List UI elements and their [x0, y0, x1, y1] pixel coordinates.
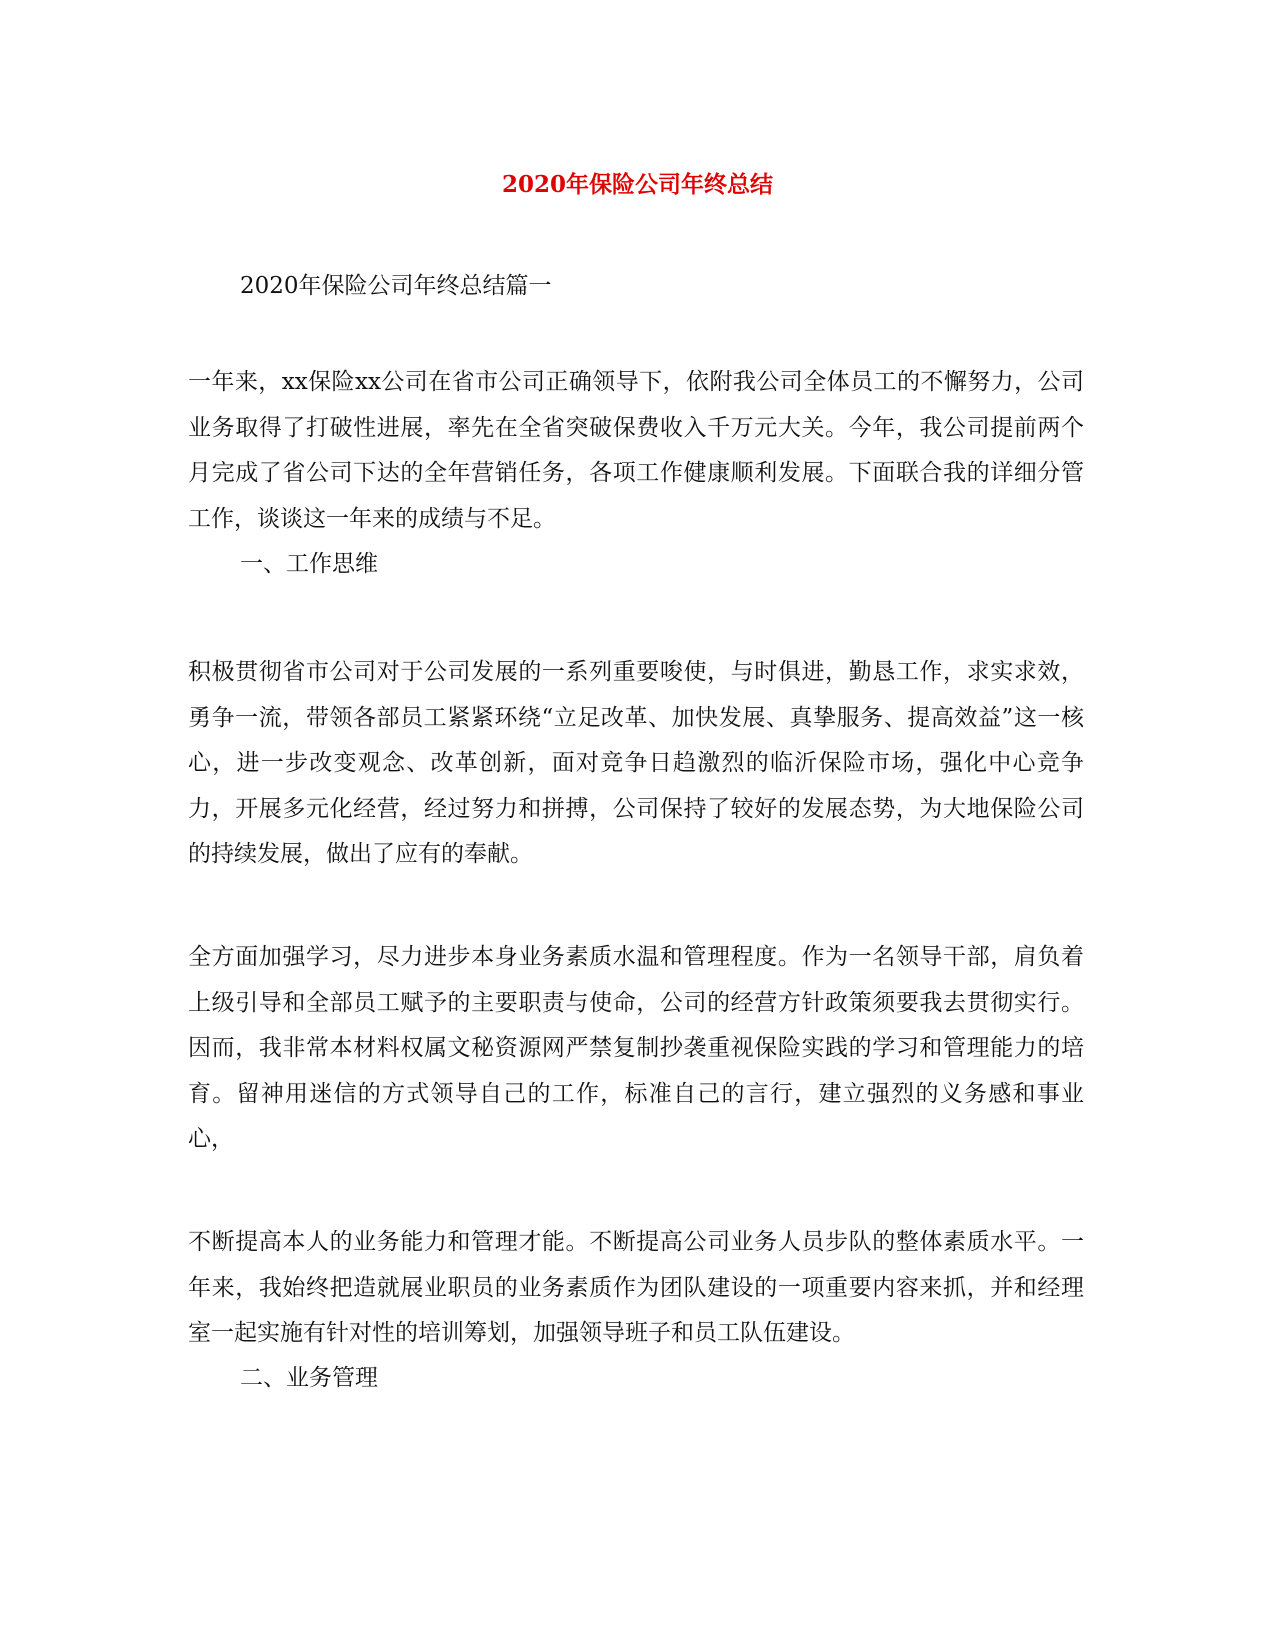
- heading-work-thinking: 一、工作思维: [240, 551, 378, 577]
- section-subtitle: 2020年保险公司年终总结篇一: [240, 273, 552, 299]
- document-title: 2020年保险公司年终总结: [501, 171, 773, 198]
- paragraph-intro: 一年来，xx保险xx公司在省市公司正确领导下，依附我公司全体员工的不懈努力，公司业务取得了打破性进展，率先在全省突破保费收入千万元大关。今年，我公司提前两个月完成了省公司下达的全年营销任务，各项工作健康顺利发展。下面联合我的详细分管工作，谈谈这一年来的成绩与不足。: [188, 369, 1084, 532]
- paragraph-team-building: 不断提高本人的业务能力和管理才能。不断提高公司业务人员步队的整体素质水平。一年来，我始终把造就展业职员的业务素质作为团队建设的一项重要内容来抓，并和经理室一起实施有针对性的培训筹划，加强领导班子和员工队伍建设。: [188, 1229, 1084, 1346]
- heading-business-management: 二、业务管理: [240, 1365, 378, 1391]
- paragraph-work-thinking: 积极贯彻省市公司对于公司发展的一系列重要唆使，与时俱进，勤恳工作，求实求效，勇争一流，带领各部员工紧紧环绕“立足改革、加快发展、真挚服务、提高效益”这一核心，进一步改变观念、改革创新，面对竞争日趋激烈的临沂保险市场，强化中心竞争力，开展多元化经营，经过努力和拼搏，公司保持了较好的发展态势，为大地保险公司的持续发展，做出了应有的奉献。: [188, 659, 1084, 867]
- paragraph-learning: 全方面加强学习，尽力进步本身业务素质水温和管理程度。作为一名领导干部，肩负着上级引导和全部员工赋予的主要职责与使命，公司的经营方针政策须要我去贯彻实行。因而，我非常本材料权属文秘资源网严禁复制抄袭重视保险实践的学习和管理能力的培育。留神用迷信的方式领导自己的工作，标准自己的言行，建立强烈的义务感和事业心，: [188, 944, 1084, 1152]
